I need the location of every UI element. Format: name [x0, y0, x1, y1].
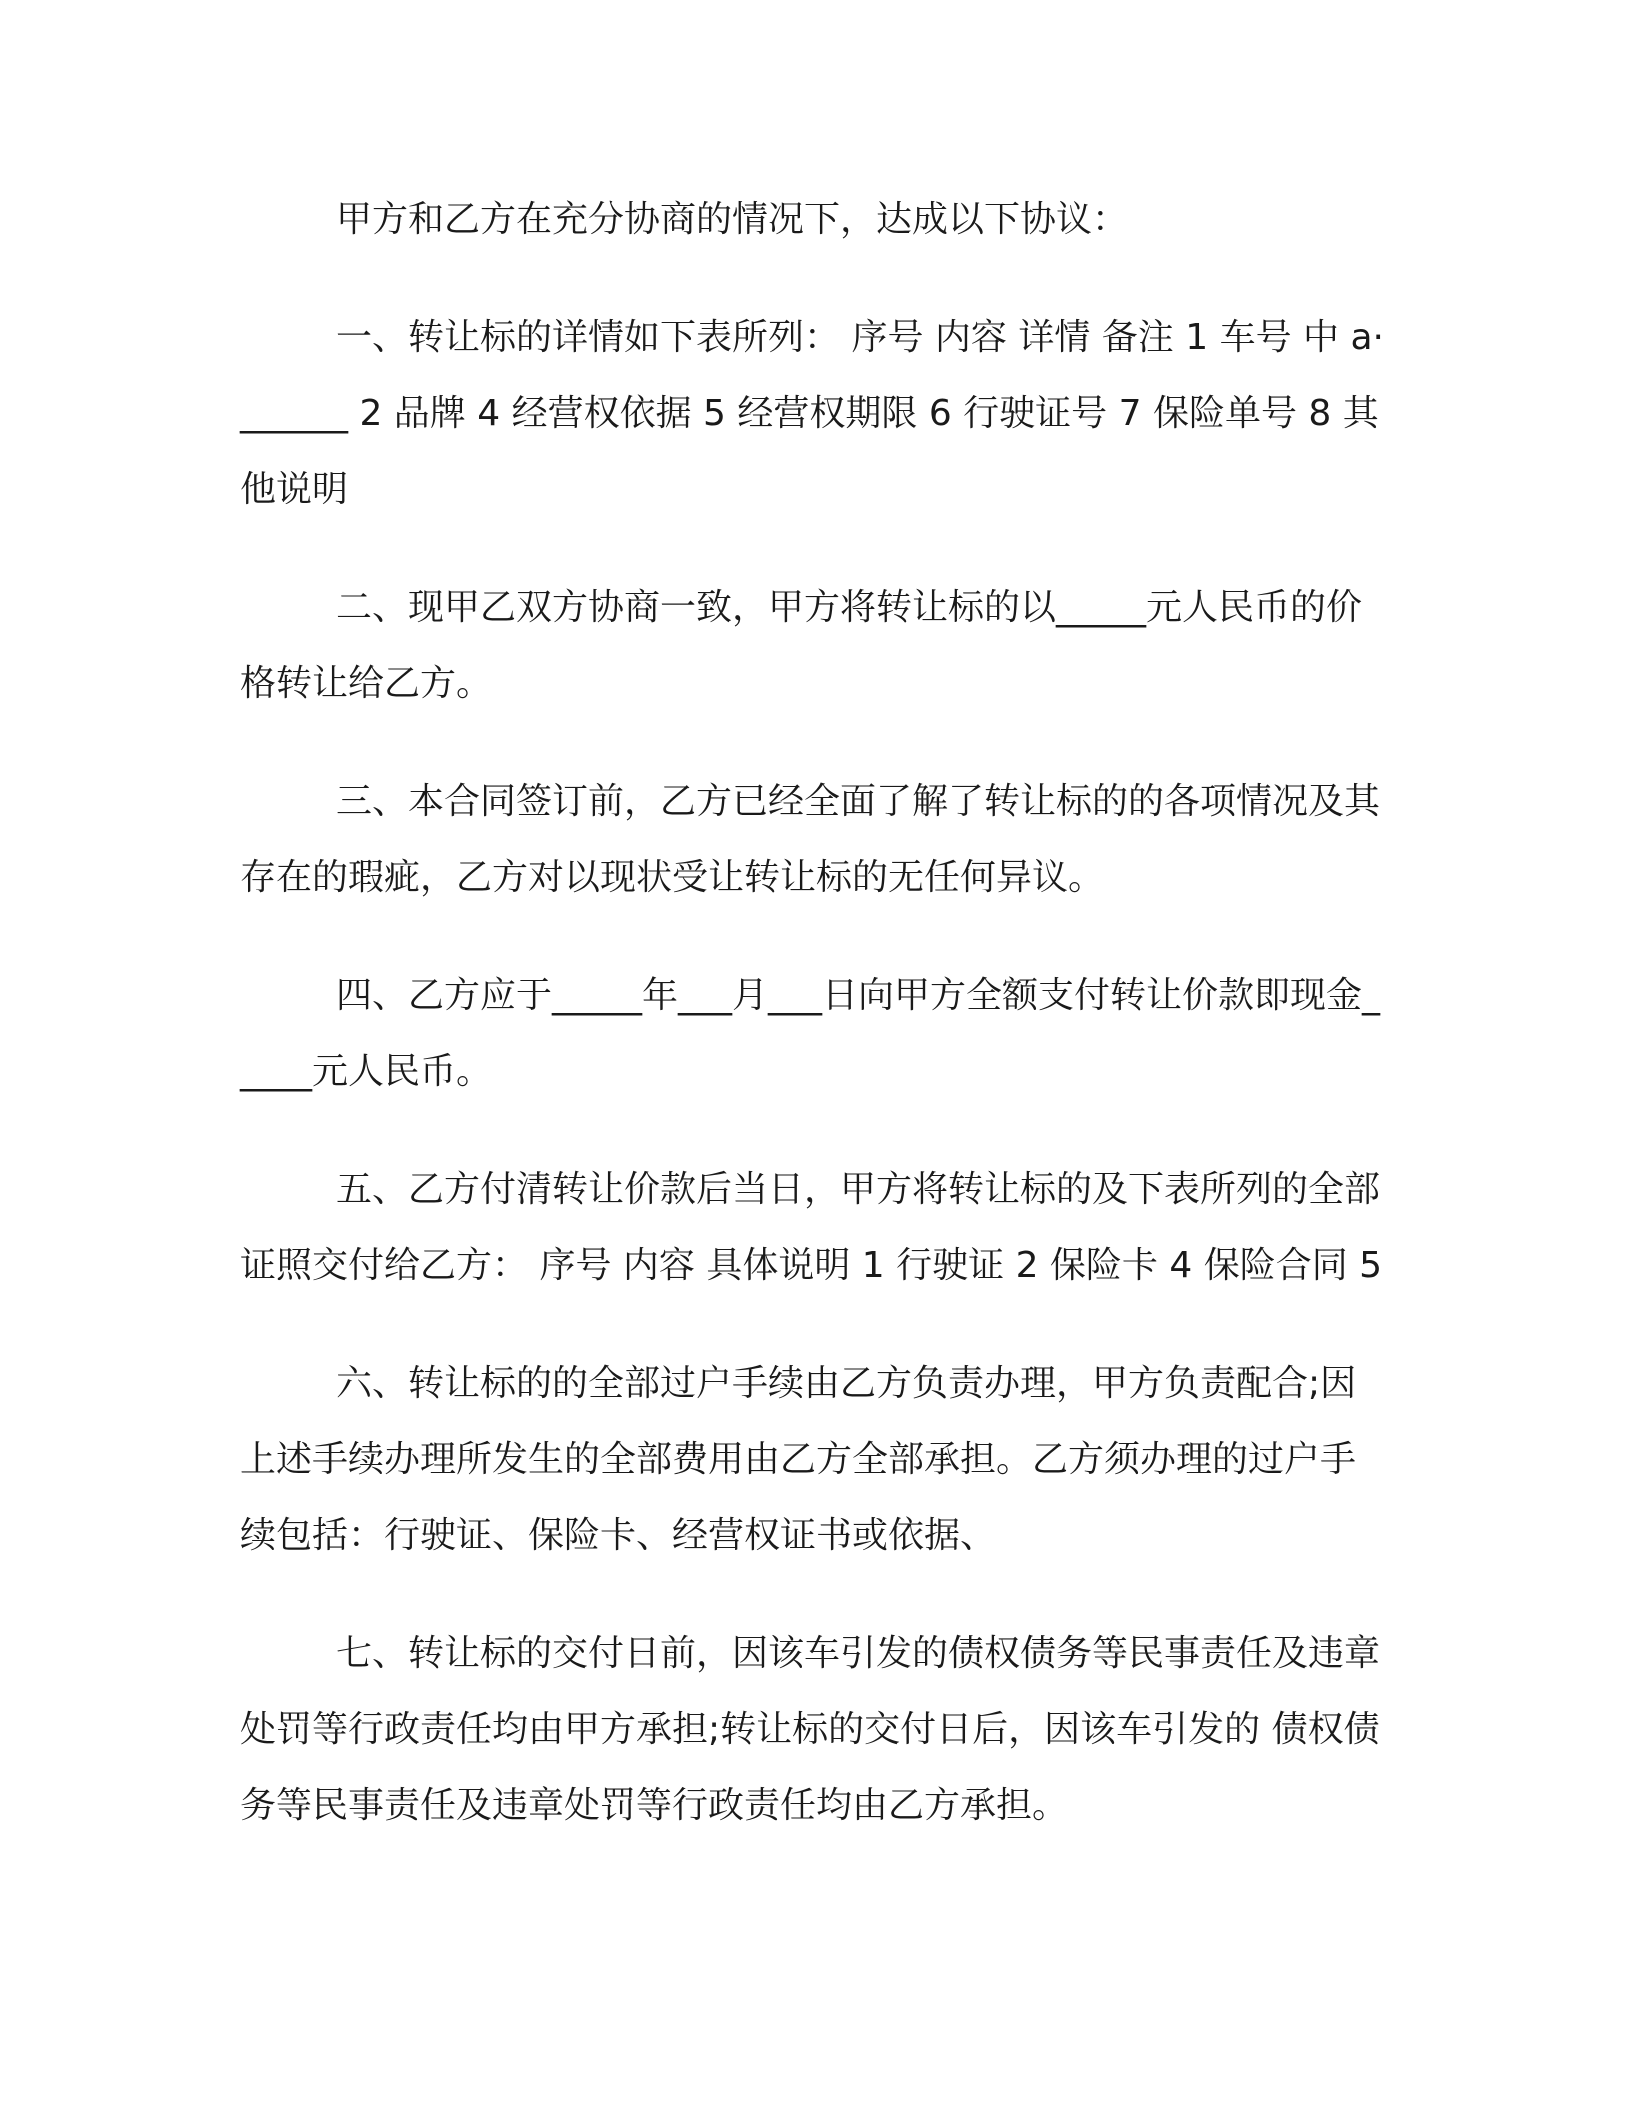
clause-4-paragraph: 四、乙方应于_____年___月___日向甲方全额支付转让价款即现金_____元人民币。 [240, 975, 1381, 1092]
clause-3-paragraph: 三、本合同签订前，乙方已经全面了解了转让标的的各项情况及其存在的瑕疵，乙方对以现状受让转让标的无任何异议。 [240, 781, 1381, 898]
intro-paragraph: 甲方和乙方在充分协商的情况下，达成以下协议： [336, 199, 1129, 240]
document-body [240, 182, 1390, 1886]
clause-5-paragraph: 五、乙方付清转让价款后当日，甲方将转让标的及下表所列的全部证照交付给乙方： 序号 内容 具体说明 1 行驶证 2 保险卡 4 保险合同 5 [240, 1169, 1383, 1286]
clause-2-paragraph: 二、现甲乙双方协商一致，甲方将转让标的以_____元人民币的价格转让给乙方。 [240, 587, 1363, 704]
clause-6-paragraph: 六、转让标的的全部过户手续由乙方负责办理，甲方负责配合;因上述手续办理所发生的全部费用由乙方全部承担。乙方须办理的过户手续包括：行驶证、保险卡、经营权证书或依据、 [240, 1363, 1357, 1556]
clause-7-paragraph: 七、转让标的交付日前，因该车引发的债权债务等民事责任及违章处罚等行政责任均由甲方承担;转让标的交付日后，因该车引发的 债权债务等民事责任及违章处罚等行政责任均由乙方承担。 [240, 1633, 1381, 1826]
clause-1-paragraph: 一、转让标的详情如下表所列： 序号 内容 详情 备注 1 车号 中 a·______ 2 品牌 4 经营权依据 5 经营权期限 6 行驶证号 7 保险单号 8 其他说明 [240, 317, 1384, 510]
